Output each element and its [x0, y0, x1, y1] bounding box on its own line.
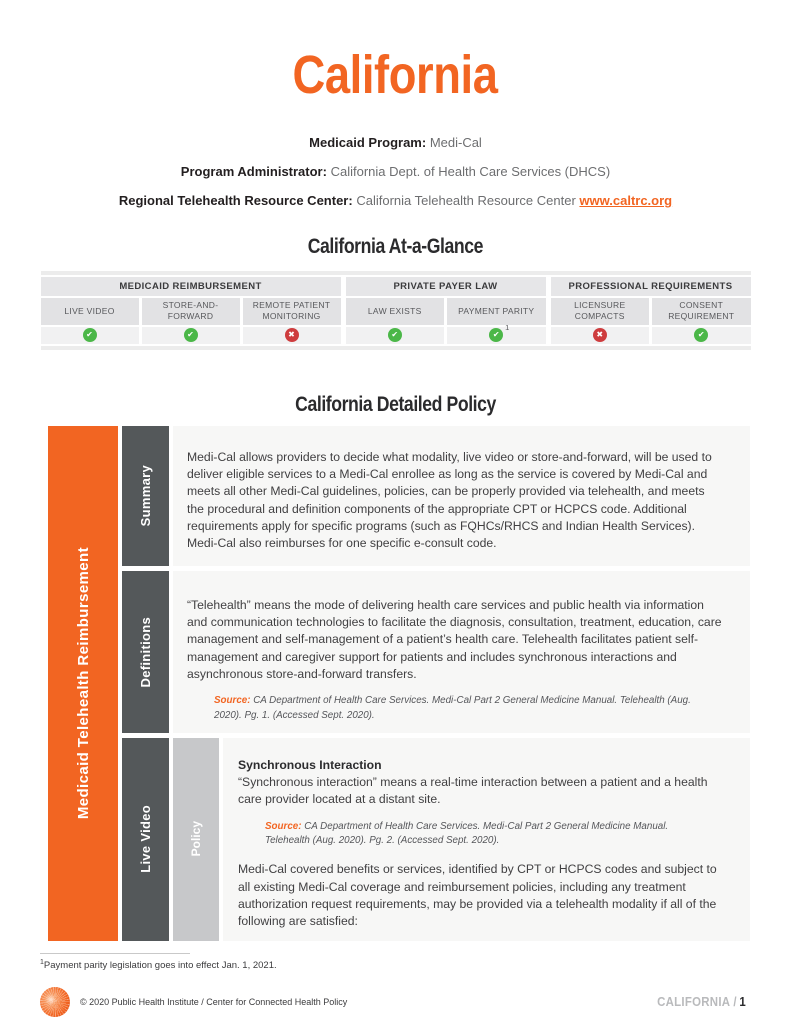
- check-icon: [694, 328, 708, 342]
- live-video-paragraph-1: “Synchronous interaction” means a real-time interaction between a patient and a health care provider located at a distant site.: [238, 775, 708, 807]
- footnote-text: Payment parity legislation goes into effect Jan. 1, 2021.: [43, 959, 277, 971]
- status-cell-live-video: [41, 327, 139, 344]
- footnote-divider: [40, 953, 190, 954]
- status-cell-law-exists: [346, 327, 445, 344]
- group-header: PRIVATE PAYER LAW: [346, 277, 546, 296]
- policy-row-live-video: [122, 738, 750, 941]
- group-private-payer-law: [346, 277, 546, 344]
- group-header: PROFESSIONAL REQUIREMENTS: [551, 277, 751, 296]
- column-header-store-and-forward: STORE-AND-FORWARD: [142, 298, 240, 325]
- page-number: 1: [739, 994, 746, 1010]
- summary-paragraph: Medi-Cal allows providers to decide what modality, live video or store-and-forward, will be used to deliver eligible services to a Medi-Cal enrollee as long as the service is covered by Medi-Cal and meets all other Medi-Cal guidelines, policies, can be properly provided via telehealth, and meets the procedural and definition components of the appropriate CPT or HCPCS code. Additional requirements apply for specific programs (such as FQHCs/RHCS and Indian Health Services). Medi-Cal also reimburses for one specific e-consult code.: [187, 449, 712, 551]
- status-cell-remote-patient-monitoring: [243, 327, 341, 344]
- policy-row-definitions: [122, 571, 750, 733]
- column-header-payment-parity: PAYMENT PARITY: [447, 298, 546, 325]
- footnote-marker: 1: [40, 958, 44, 966]
- policy-row-summary: [122, 426, 750, 566]
- status-cell-licensure-compacts: [551, 327, 650, 344]
- meta-label: Regional Telehealth Resource Center:: [118, 193, 353, 209]
- tab-live-video: Live Video: [122, 738, 169, 941]
- starburst-logo-icon: [40, 987, 70, 1017]
- at-a-glance-heading: California At-a-Glance: [307, 235, 484, 259]
- table-top-strip: [41, 271, 751, 275]
- table-bottom-strip: [41, 346, 751, 350]
- status-cell-payment-parity: [447, 323, 546, 344]
- summary-content: [173, 426, 750, 566]
- tab-summary: Summary: [122, 426, 169, 566]
- check-icon: [184, 328, 198, 342]
- source-citation: [265, 820, 706, 848]
- column-header-consent-requirement: CONSENT REQUIREMENT: [652, 298, 751, 325]
- subtab-policy: Policy: [173, 738, 219, 941]
- live-video-content: [223, 738, 750, 941]
- source-label: Source:: [214, 695, 251, 707]
- live-video-paragraph-2: Medi-Cal covered benefits or services, identified by CPT or HCPCS codes and subject to all existing Medi-Cal coverage and reimbursement policies, including any treatment authorization request requirements, may be provided via a telehealth modality if all of the following are satisfied:: [238, 862, 717, 929]
- meta-value: Medi-Cal: [429, 135, 482, 151]
- column-header-law-exists: LAW EXISTS: [346, 298, 445, 325]
- status-cell-store-and-forward: [142, 327, 240, 344]
- group-professional-requirements: [551, 277, 751, 344]
- detailed-policy-heading: California Detailed Policy: [295, 392, 496, 416]
- meta-label: Medicaid Program:: [309, 135, 427, 151]
- source-citation: [214, 694, 702, 722]
- group-medicaid-reimbursement: [41, 277, 341, 344]
- synchronous-interaction-heading: Synchronous Interaction: [238, 757, 382, 772]
- program-meta: [0, 135, 791, 208]
- page-footer: [40, 987, 746, 1017]
- sidebar-label: Medicaid Telehealth Reimbursement: [74, 547, 92, 820]
- x-icon: [593, 328, 607, 342]
- column-header-remote-patient-monitoring: REMOTE PATIENT MONITORING: [243, 298, 341, 325]
- meta-label: Program Administrator:: [180, 164, 327, 180]
- page-title: [0, 46, 791, 105]
- column-header-licensure-compacts: LICENSURE COMPACTS: [551, 298, 650, 325]
- source-text: CA Department of Health Care Services. Medi-Cal Part 2 General Medicine Manual. Telehealth (Aug. 2020). Pg. 2. (Accessed Sept. 2020).: [265, 820, 669, 846]
- status-cell-consent-requirement: [652, 327, 751, 344]
- detailed-policy-section: [48, 426, 750, 941]
- check-icon: [388, 328, 402, 342]
- footnote-marker: 1: [505, 323, 510, 333]
- meta-line-medicaid-program: [0, 135, 791, 150]
- x-icon: [285, 328, 299, 342]
- footnote: [40, 959, 791, 971]
- group-header: MEDICAID REIMBURSEMENT: [41, 277, 341, 296]
- check-icon: [489, 328, 503, 342]
- meta-value: California Telehealth Resource Center: [356, 193, 576, 209]
- caltrc-link[interactable]: www.caltrc.org: [579, 193, 673, 209]
- source-label: Source:: [265, 820, 302, 832]
- sidebar-medicaid-telehealth-reimbursement: [48, 426, 118, 941]
- at-a-glance-table: [41, 271, 751, 350]
- definitions-paragraph: “Telehealth” means the mode of delivering health care services and public health via information and communication technologies to facilitate the diagnosis, consultation, treatment, education, care management and self-management of a patient’s health care. Telehealth facilitates patient self-management and caregiver support for patients and includes synchronous interactions and asynchronous store-and-forward transfers.: [187, 597, 722, 682]
- copyright-text: © 2020 Public Health Institute / Center for Connected Health Policy: [80, 996, 348, 1007]
- page-title-text: California: [292, 45, 498, 105]
- meta-value: California Dept. of Health Care Services (DHCS): [330, 164, 611, 180]
- meta-line-program-administrator: [0, 164, 791, 179]
- source-text: CA Department of Health Care Services. Medi-Cal Part 2 General Medicine Manual. Telehealth (Aug. 2020). Pg. 1. (Accessed Sept. 2020).: [214, 695, 691, 721]
- column-header-live-video: LIVE VIDEO: [41, 298, 139, 325]
- meta-line-telehealth-resource-center: [0, 193, 791, 208]
- check-icon: [83, 328, 97, 342]
- tab-definitions: Definitions: [122, 571, 169, 733]
- page-reference: [657, 994, 746, 1009]
- definitions-content: [173, 571, 750, 733]
- page-state-label: CALIFORNIA /: [657, 994, 737, 1010]
